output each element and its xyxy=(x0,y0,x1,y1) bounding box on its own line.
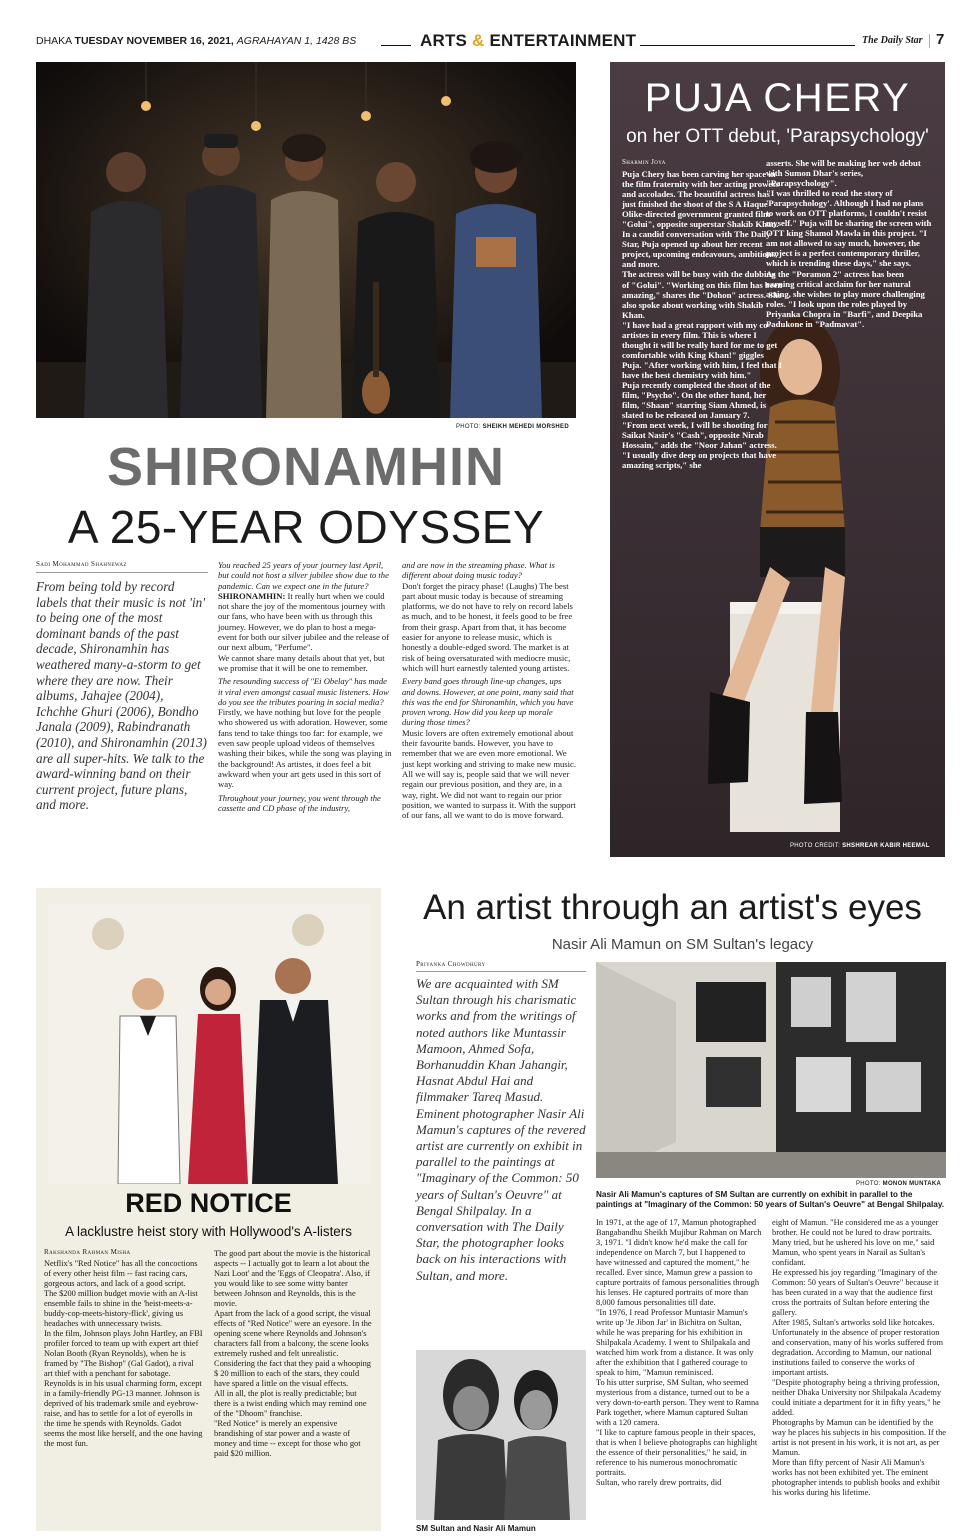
shironamhin-q2: The resounding success of "Ei Obelay" has made it viral even amongst casual music listeners. How do you see the tributes pouring in social media? xyxy=(218,676,389,707)
red-notice-panel xyxy=(36,888,381,1531)
artist-byline: Priyanka Chowdhury xyxy=(416,960,586,972)
shironamhin-article xyxy=(36,560,576,860)
section-title: ARTS & ENTERTAINMENT xyxy=(420,31,637,50)
shironamhin-byline: Sadi Mohammad Shahnewaz xyxy=(36,560,208,573)
red-notice-title: RED NOTICE xyxy=(125,1188,292,1218)
shironamhin-q3-start: Throughout your journey, you went through the cassette and CD phase of the industry, xyxy=(218,792,381,813)
shironamhin-q3-end: and are now in the streaming phase. What is different about doing music today? xyxy=(402,560,555,581)
band-photo xyxy=(36,62,576,418)
artist-col1 xyxy=(596,1218,762,1488)
red-notice-col1 xyxy=(44,1248,204,1449)
sultan-mamun-photo xyxy=(416,1350,586,1520)
puja-subtitle: on her OTT debut, 'Parapsychology' xyxy=(626,126,929,147)
header-rule-right xyxy=(640,45,855,46)
shironamhin-q4: Every band goes through line-up changes, ups and downs. However, at one point, many said that this was the end for Shironamhin, which you have proven wrong. How did you keep up morale during those times? xyxy=(402,676,574,728)
artist-subhead: Nasir Ali Mamun on SM Sultan's legacy xyxy=(551,936,814,953)
shironamhin-col3 xyxy=(402,560,576,820)
header-divider xyxy=(929,34,930,48)
red-notice-col2 xyxy=(214,1249,374,1459)
puja-col2 xyxy=(766,158,932,329)
red-notice-subtitle: A lacklustre heist story with Hollywood's A-listers xyxy=(65,1224,352,1239)
shironamhin-a1: SHIRONAMHIN: It really hurt when we could not share the joy of the momentous journey with our fans, who have been with us through this journey. However, we do plan to host a mega-event for both our silver jubilee and the release of our next album, "Perfume". We cannot share many details about that yet, but we promise that it will be one to remember. xyxy=(218,590,390,673)
puja-col2-text: asserts. She will be making her web debut with Sumon Dhar's series, "Parapsychology". "I was thrilled to read the story of 'Parapsychology'. Although I had no plans to work on OTT platforms, I couldn't resist myself." Puja will be sharing the screen with OTT king Shamol Mawla in this project. "I am not allowed to say much, however, the project is a perfect contemporary thriller, which is trending these days," she says. As the "Poramon 2" actress has been earning critical acclaim for her natural acting, she wishes to play more challenging roles. "I look upon the roles played by Priyanka Chopra in "Barfi", and Deepika Padukone in "Padmavat". xyxy=(766,158,932,329)
shironamhin-q1: You reached 25 years of your journey last April, but could not host a silver jubilee show due to the pandemic. Can we expect one in the future? xyxy=(218,560,389,591)
puja-col1-text: Puja Chery has been carving her space in the film fraternity with her acting prowess and accolades. The beautiful actress has just finished the shoot of the S A Haque Olike-directed government granted film "Golui", opposite superstar Shakib Khan. In a candid conversation with The Daily Star, Puja opened up about her recent project, upcoming endeavours, ambitions, and more. The actress will be busy with the dubbing of "Golui". "Working on this film has been amazing," shares the "Dohon" actress. She also spoke about working with Shakib Khan. "I have had a great rapport with my co-artistes in every film. This is where I thought it will be really hard for me to get comfortable with King Khan!" giggles Puja. "After working with him, I feel that I have the best chemistry with him." Puja recently completed the shoot of the film, "Psycho". On the other hand, her film, "Shaan" starring Siam Ahmed, is slated to be released on January 7. "From next week, I will be shooting for Saikat Nasir's "Cash", opposite Nirab Hossain," adds the "Noor Jahan" actress. "I usually dive deep on projects that have amazing scripts," she xyxy=(622,169,783,471)
artist-intro: We are acquainted with SM Sultan through his charismatic works and from the writings of noted authors like Muntassir Mamoon, Ahmed Sofa, Borhanuddin Khan Jahangir, Hasnat Abdul Hai and filmmaker Tareq Masud. Eminent photographer Nasir Ali Mamun's captures of the revered artist are currently on exhibit in parallel to the paintings at "Imaginary of the Common: 50 years of Sultan's Oeuvre" at Bengal Shilpalay. In a conversation with The Daily Star, the photographer looks back on his interactions with Sultan, and more. xyxy=(416,976,586,1283)
gallery-photo-credit: PHOTO: MONON MUNTAKA xyxy=(856,1181,942,1187)
puja-photo-credit: PHOTO CREDIT: SHSHREAR KABIR HEEMAL xyxy=(790,843,930,849)
puja-panel xyxy=(610,62,945,857)
shironamhin-title: SHIRONAMHIN xyxy=(107,437,505,497)
shironamhin-intro: From being told by record labels that their music is not 'in' to being one of the most dominant bands of the past decade, Shironamhin has weathered many-a-storm to get where they are now. Their albums, Jahajee (2004), Ichchhe Ghuri (2006), Bondho Janala (2009), Rabindranath (2010), and Shironamhin (2013) are all super-hits. We talk to the award-winning band on their current project, future plans, and more. xyxy=(36,579,207,813)
section-ampersand: & xyxy=(472,31,485,50)
masthead-logo: The Daily Star xyxy=(862,35,923,46)
red-notice-col1-text: Netflix's "Red Notice" has all the concoctions of every other heist film -- fast racing cars, gorgeous actors, and lack of a good script. The $200 million budget movie with an A-list ensemble fails to shine in the 'heist-meets-a-buddy-cop-meets-history-flick', giving us headaches with unnecessary twists. In the film, Johnson plays John Hartley, an FBI profiler forced to team up with expert art thief Nolan Booth (Ryan Reynolds), when he is framed by "The Bishop" (Gal Gadot), a rival art thief with a penchant for sabotage. Reynolds is in his usual charming form, except in a family-friendly PG-13 manner. Johnson is deprived of his trademark smile and eyebrow-raise, and has to settle for a lot of eyerolls in the time he spends with Reynolds. Gadot seems the most like herself, and the one having the most fun. xyxy=(44,1259,203,1448)
artist-headline: An artist through an artist's eyes xyxy=(423,888,922,927)
artist-col2-text: eight of Mamun. "He considered me as a younger brother. He could not be lured to draw portraits. Many tried, but he ushered his love on me," said Mamun, who spent years in Narail as Sultan's confidant. He expressed his joy regarding "Imaginary of the Common: 50 years of Sultan's Oeuvre" because it has been curated in a way that the audience first cross the portraits of Sultan before entering the gallery. After 1985, Sultan's artworks sold like hotcakes. Unfortunately in the absence of proper restoration and conservation, many of his works suffered from degradation. According to Mamun, our national institutions failed to conserve the works of important artists. "Despite photography being a thriving profession, neither Dhaka University nor Shilpakala Academy could initiate a department for it in fifty years," he added. Photographs by Mamun can be identified by the way he places his subjects in his composition. If the artist is not present in his work, it is not art, as per Mamun. More than fifty percent of Nasir Ali Mamun's works has not been exhibited yet. The eminent photographer intends to publish books and exhibit his works during his lifetime. xyxy=(772,1218,946,1497)
shironamhin-a4: Music lovers are often extremely emotional about their favourite bands. However, you have to remember that we are even more emotional. We just kept working and striving to make new music. All we will say is, people said that we will never regain our previous position, and they are, in a way, right. We did not want to regain our prior position, we wanted to surpass it. With the support of our fans, all we want to do is move forward. xyxy=(402,727,576,821)
red-notice-photo xyxy=(48,904,370,1184)
header-rule-left xyxy=(381,45,411,46)
puja-byline: Sharmin Joya xyxy=(622,158,666,166)
red-notice-byline: Rakshanda Rahman Misha xyxy=(44,1248,131,1256)
gallery-photo xyxy=(596,962,946,1178)
date-bold: TUESDAY NOVEMBER 16, 2021, xyxy=(74,35,234,47)
page-number: 7 xyxy=(936,31,945,48)
shironamhin-col2 xyxy=(218,560,392,813)
date-italic: AGRAHAYAN 1, 1428 BS xyxy=(236,35,357,47)
page-header xyxy=(36,32,946,54)
shironamhin-col1 xyxy=(36,560,208,813)
shironamhin-a2: Firstly, we have nothing but love for the people who showered us with adoration. However, some fans tend to take things too far: for example, we even saw people upload videos of themselves washing their bikes, while the song was playing in the background! As artistes, it does feel a bit awkward when your art gets used in this sort of way. xyxy=(218,707,392,790)
artist-col1-text: In 1971, at the age of 17, Mamun photographed Bangabandhu Sheikh Mujibur Rahman on March 3, 1971. "I didn't know he'd make the call for independence on March 7, but I happened to have witnessed and captured the moment," he recalled. Ever since, Mamun grew a passion to capture portraits of famous personalities through his lenses. He captured portraits of more than 8,000 famous personalities till date. "In 1976, I read Professor Muntasir Mamun's write up 'Je Jibon Jar' in Bichitra on Sultan, while he was preparing for his exhibition in Shilpakala Academy. I went to Shilpakala and watched him work from a distance. It was only after the exhibition that I gathered courage to speak to him, "Mamun reminisced. To his utter surprise, SM Sultan, who seemed mysterious from a distance, turned out to be a very down-to-earth person. They went to Ramna Park together, where Mamun captured Sultan with a 120 camera. "I like to capture famous people in their spaces, that is when I believe photographs can highlight the essence of their personalities," he said, in reference to his numerous monochromatic portraits. Sultan, who rarely drew portraits, did xyxy=(596,1218,762,1487)
sultan-mamun-caption: SM Sultan and Nasir Ali Mamun xyxy=(416,1524,536,1533)
red-notice-col2-text: The good part about the movie is the historical aspects -- I actually got to learn a lot about the Nazi Loot' and the 'Eggs of Cleopatra'. Also, if you would like to see some witty banter between Johnson and Reynolds, this is the movie. Apart from the lack of a good script, the visual effects of "Red Notice" were an eyesore. In the opening scene where Reynolds and Johnson's characters fall from a balcony, the scene looks extremely rushed and felt unrealistic. Considering the fact that they paid a whooping $ 20 million to each of the stars, they could have spared a little on the visual effects. All in all, the plot is really predictable; but there is a twist ending which may remind one of the "Dhoom" franchise. "Red Notice" is merely an expensive brandishing of star power and a waste of money and time -- except for those who got paid $20 million. xyxy=(214,1249,372,1458)
band-photo-credit: PHOTO: SHEIKH MEHEDI MORSHED xyxy=(456,424,569,430)
puja-title: PUJA CHERY xyxy=(644,76,911,120)
shironamhin-subtitle: A 25-YEAR ODYSSEY xyxy=(67,501,545,553)
band-photo-illustration xyxy=(36,62,576,418)
shironamhin-a3: Don't forget the piracy phase! (Laughs) The best part about music today is because of streaming platforms, we do not have to rely on record labels as much, and to be honest, it feels good to be free from their grasp. Apart from that, it has become easier for anyone to release music, which is honestly a double-edged sword. The market is at risk of being oversaturated with mediocre music, which will hurt earnestly talented young artistes. xyxy=(402,580,573,673)
artist-col2 xyxy=(772,1218,946,1498)
dateline: DHAKA TUESDAY NOVEMBER 16, 2021, AGRAHAYAN 1, 1428 BS xyxy=(36,35,357,47)
artist-col-left xyxy=(416,960,586,1284)
gallery-caption: Nasir Ali Mamun's captures of SM Sultan are currently on exhibit in parallel to the paintings at "Imaginary of the Common: 50 years of Sultan's Oeuvre" at Bengal Shilpalay. xyxy=(596,1190,945,1209)
puja-col1 xyxy=(622,158,784,470)
